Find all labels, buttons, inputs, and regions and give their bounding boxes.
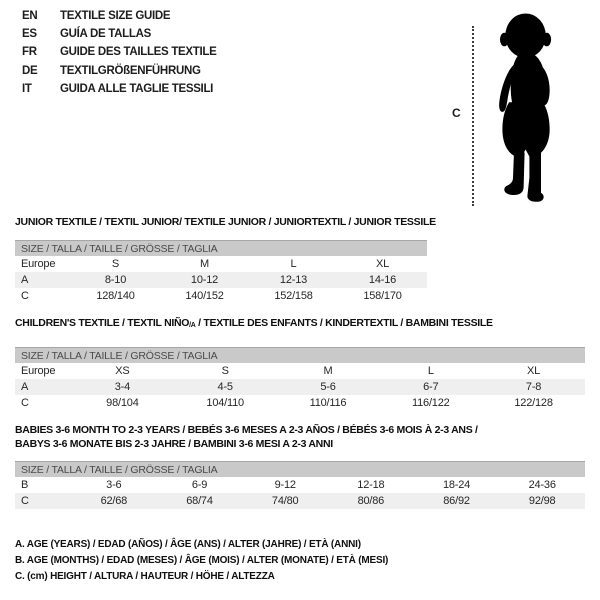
babies-table [15,461,585,509]
language-line-fr [22,43,217,61]
row-label: C [21,290,29,302]
table-cell: L [427,365,434,377]
table-cell: 98/104 [106,397,139,409]
table-cell: 24-36 [528,479,556,491]
junior-table-title: JUNIOR TEXTILE / TEXTIL JUNIOR/ TEXTILE JUNIOR / JUNIORTEXTIL / JUNIOR TESSILE [15,216,436,228]
table-row [15,395,585,411]
table-cell: 3-6 [106,479,122,491]
title-line-1: BABIES 3-6 MONTH TO 2-3 YEARS / BEBÉS 3-6 MESES A 2-3 AÑOS / BÉBÉS 3-6 MOIS À 2-3 ANS / [15,424,478,436]
language-line-es [22,25,217,43]
language-title-list [22,7,217,98]
table-cell: XS [115,365,130,377]
table-cell: 3-4 [114,381,131,393]
footnote-c: C. (cm) HEIGHT / ALTURA / HAUTEUR / HÖHE / ALTEZZA [15,571,275,582]
table-cell: 12-18 [357,479,385,491]
table-cell: S [111,258,120,270]
table-cell: 80/86 [357,495,385,507]
row-label: Europe [21,258,56,270]
table-cell: 18-24 [442,479,471,491]
table-row [15,379,585,395]
table-cell: 110/116 [309,397,347,409]
babies-table-title [15,423,478,451]
size-header-band: SIZE / TALLA / TAILLE / GRÖSSE / TAGLIA [15,347,585,363]
table-row [15,272,427,288]
table-cell: 9-12 [274,479,296,491]
language-title: TEXTILGRÖßENFÜHRUNG [60,64,201,77]
table-row [15,493,585,509]
table-row [15,256,427,272]
table-cell: S [221,365,229,377]
row-label: A [21,274,29,286]
height-dotted-line [472,26,474,206]
language-code: EN [22,10,38,22]
title-text: CHILDREN'S TEXTILE / TEXTIL NIÑO [15,317,190,329]
size-header-band: SIZE / TALLA / TAILLE / GRÖSSE / TAGLIA [15,461,585,477]
children-table [15,347,585,411]
table-cell: 12-13 [279,274,308,286]
table-cell: 4-5 [217,381,233,393]
title-line-2: BABYS 3-6 MONATE BIS 2-3 JAHRE / BAMBINI 3-6 MESI A 2-3 ANNI [15,438,333,450]
language-title: GUÍA DE TALLAS [60,28,151,41]
baby-silhouette-icon [486,8,568,210]
row-label: B [21,479,29,491]
language-code: DE [22,64,38,77]
table-cell: L [290,258,297,270]
title-text: / TEXTILE DES ENFANTS / KINDERTEXTIL / BAMBINI TESSILE [195,317,493,329]
table-cell: 152/158 [274,290,313,302]
language-line-it [22,80,217,98]
language-title: GUIDE DES TAILLES TEXTILE [60,46,217,59]
table-cell: 74/80 [271,495,299,507]
children-table-title [15,317,493,329]
table-cell: 10-12 [190,274,219,286]
size-header-band: SIZE / TALLA / TAILLE / GRÖSSE / TAGLIA [15,240,427,256]
table-cell: M [200,258,209,270]
junior-table [15,240,427,304]
table-cell: 7-8 [525,381,542,393]
footnotes [15,537,388,585]
footnote-b: B. AGE (MONTHS) / EDAD (MESES) / ÂGE (MOIS) / ALTER (MONATE) / ETÀ (MESI) [15,555,389,566]
table-cell: XL [375,258,390,270]
table-cell: M [323,365,333,377]
row-label: C [21,397,29,409]
language-line-en [22,7,217,25]
table-cell: 140/152 [185,290,224,302]
row-label: C [21,495,29,507]
table-cell: 5-6 [320,381,336,393]
language-title: TEXTILE SIZE GUIDE [60,10,171,22]
table-row [15,363,585,379]
table-cell: 8-10 [104,274,127,286]
row-label: Europe [21,365,56,377]
table-cell: 158/170 [363,290,402,302]
language-line-de [22,62,217,80]
table-cell: 86/92 [443,495,470,507]
language-code: ES [22,28,37,41]
table-row [15,477,585,493]
table-cell: XL [527,365,541,377]
language-title: GUIDA ALLE TAGLIE TESSILI [60,82,214,95]
language-code: FR [22,46,37,59]
language-code: IT [22,82,32,95]
table-cell: 122/128 [514,397,553,409]
table-cell: 6-7 [423,381,439,393]
table-cell: 6-9 [191,479,208,491]
table-cell: 128/140 [96,290,135,302]
height-label: C [452,106,461,120]
table-cell: 14-16 [368,274,397,286]
table-cell: 68/74 [186,495,213,507]
title-subscript: /A [189,322,196,329]
table-cell: 116/122 [412,397,450,409]
footnote-a: A. AGE (YEARS) / EDAD (AÑOS) / ÂGE (ANS) / ALTER (JAHRE) / ETÀ (ANNI) [15,539,361,550]
table-cell: 62/68 [100,495,128,507]
table-cell: 92/98 [528,495,556,507]
row-label: A [21,381,29,393]
table-row [15,288,427,304]
table-cell: 104/110 [206,397,244,409]
